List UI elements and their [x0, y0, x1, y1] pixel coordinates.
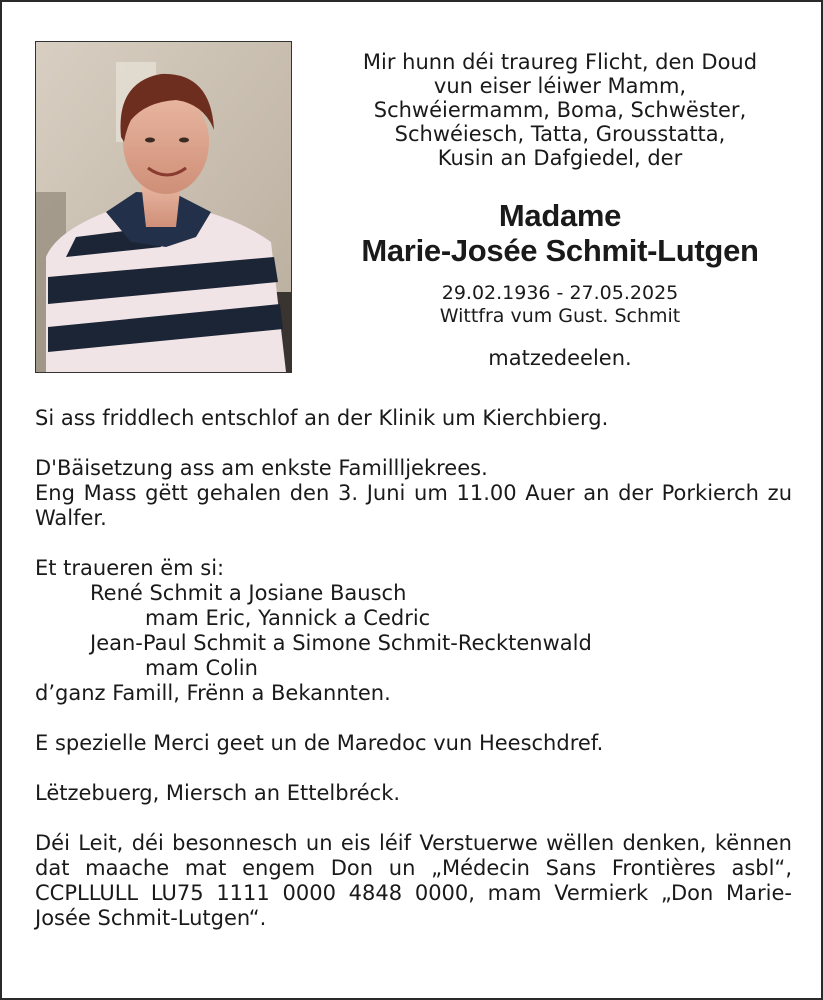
- passing-text: Si ass friddlech entschlof an der Klinik um Kierchbierg.: [35, 406, 609, 430]
- places-text: Lëtzebuerg, Miersch an Ettelbréck.: [35, 781, 401, 805]
- mourner-2-children: mam Colin: [145, 656, 258, 680]
- intro-line: Mir hunn déi traureg Flicht, den Doud: [362, 50, 758, 74]
- intro-text: [302, 50, 818, 170]
- life-dates: [302, 282, 818, 328]
- mourners-others: d’ganz Famill, Frënn a Bekannten.: [35, 681, 391, 705]
- name-title: Madame: [498, 198, 622, 233]
- mourner-1-children: mam Eric, Yannick a Cedric: [145, 606, 431, 630]
- thanks-text: E spezielle Merci geet un de Maredoc vun Heeschdref.: [35, 731, 604, 755]
- closing-word: matzedeelen.: [488, 346, 632, 370]
- mourner-1: René Schmit a Josiane Bausch: [90, 581, 407, 605]
- deceased-name: [302, 198, 818, 268]
- mourners-intro: Et traueren ëm si:: [35, 556, 225, 580]
- donation-text: Déi Leit, déi besonnesch un eis léif Verstuerwe wëllen denken, kënnen dat maache mat engem Don un „Médecin Sans Frontières asbl“, CCPLLULL LU75 1111 0000 4848 0000, mam Vermierk „Don Marie-Josée Schmit-Lutgen“.: [35, 831, 792, 930]
- portrait-image: [36, 42, 291, 372]
- intro-line: Schwéiermamm, Boma, Schwëster,: [373, 98, 747, 122]
- mourner-2: Jean-Paul Schmit a Simone Schmit-Recktenwald: [90, 631, 592, 655]
- portrait-photo: [35, 41, 292, 373]
- intro-line: Schwéiesch, Tatta, Grousstatta,: [394, 122, 726, 146]
- funeral-text-1: D'Bäisetzung ass am enkste Famillljekrees.: [35, 456, 488, 480]
- intro-line: Kusin an Dafgiedel, der: [437, 146, 683, 170]
- notice-body: [35, 406, 792, 931]
- date-range: 29.02.1936 - 27.05.2025: [441, 282, 679, 304]
- widow-note: Wittfra vum Gust. Schmit: [439, 305, 681, 327]
- funeral-text-2: Eng Mass gëtt gehalen den 3. Juni um 11.00 Auer an der Porkierch zu Walfer.: [35, 481, 792, 530]
- intro-line: vun eiser léiwer Mamm,: [433, 74, 687, 98]
- name-full: Marie-Josée Schmit-Lutgen: [361, 233, 759, 268]
